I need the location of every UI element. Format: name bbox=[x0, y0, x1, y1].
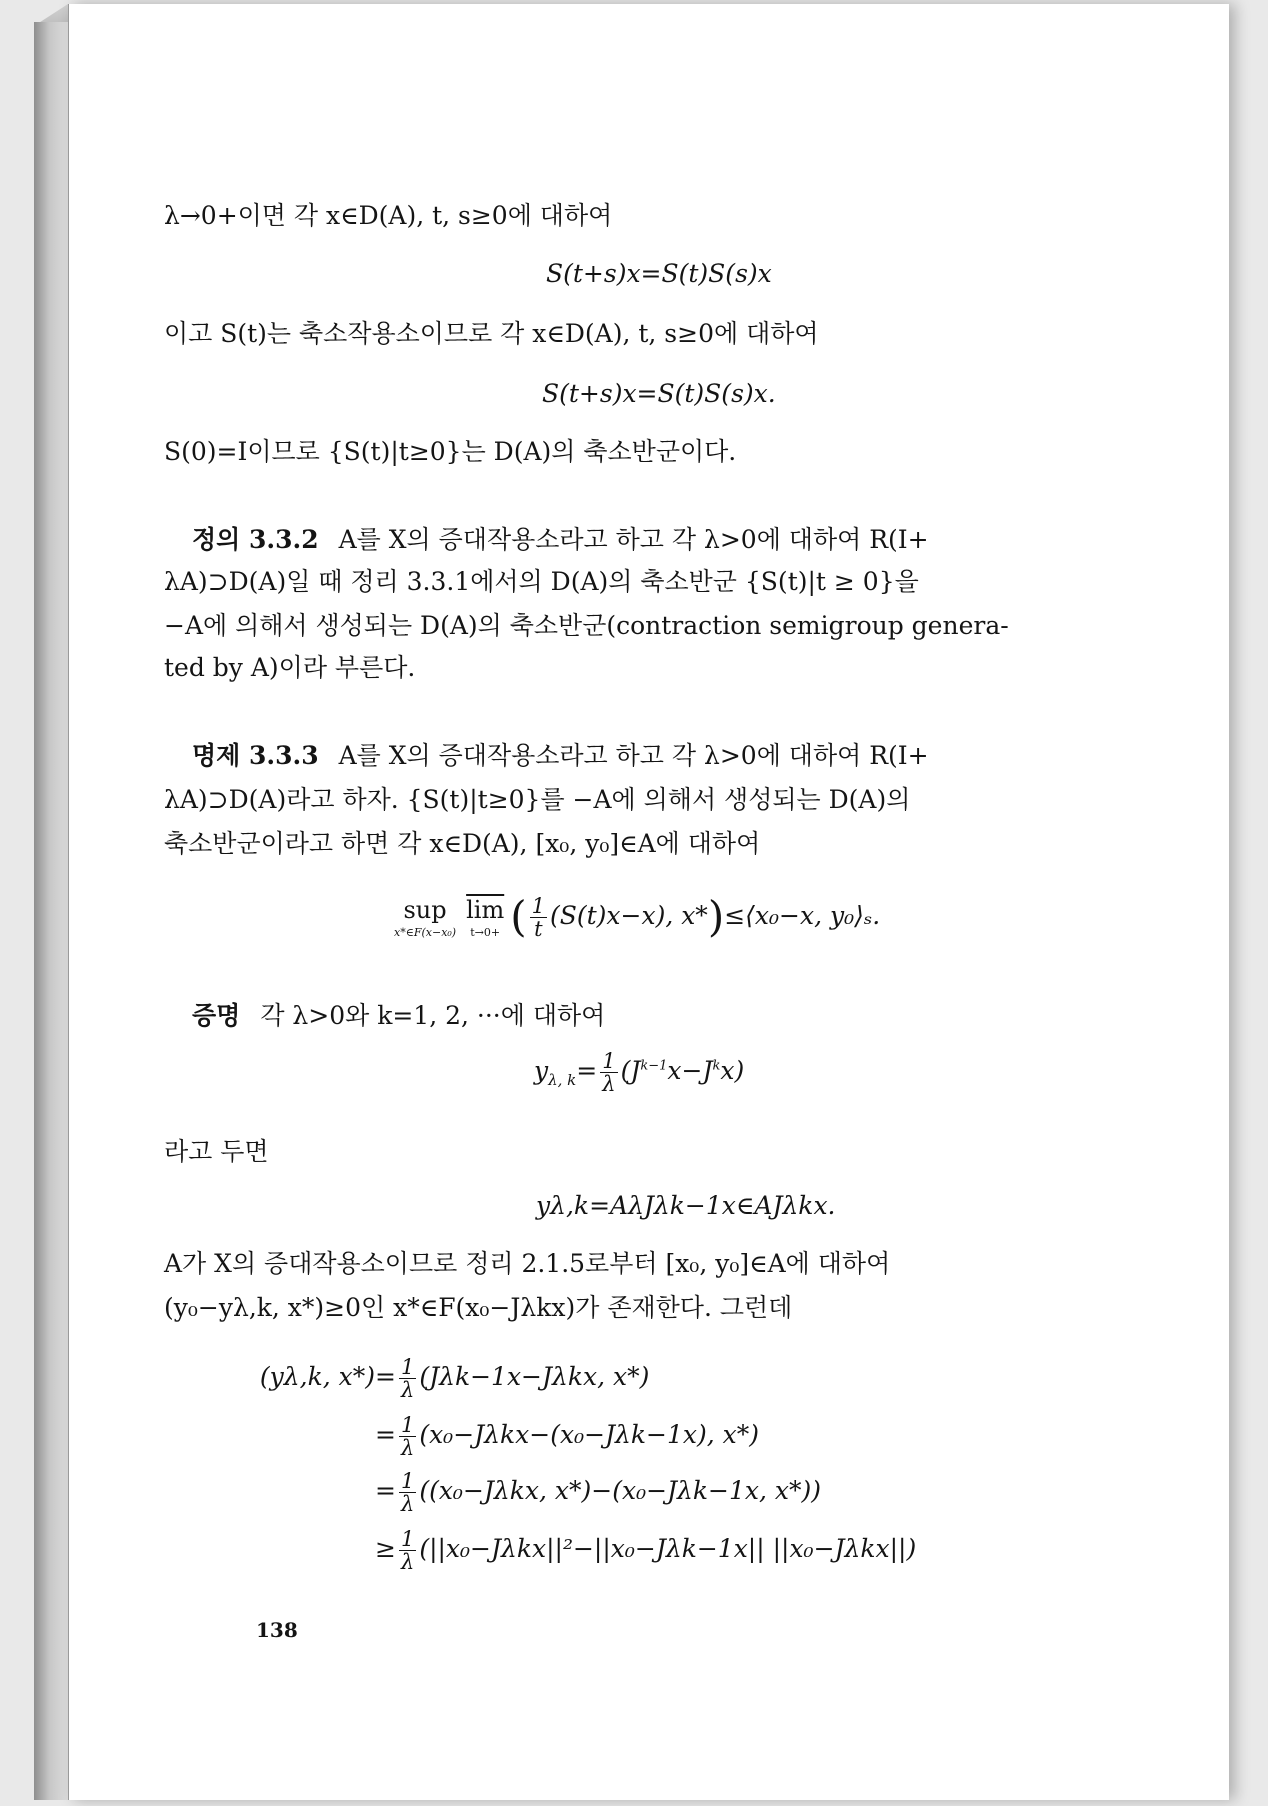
formula-rhs: ≤⟨x₀−x, y₀⟩ₛ. bbox=[724, 900, 881, 930]
fraction-1-over-t: $\frac{1}{t}$ bbox=[531, 893, 545, 941]
proposition-first-line bbox=[192, 740, 929, 773]
proposition-line-2: λA)⊃D(A)라고 하자. {S(t)|t≥0}를 −A에 의해서 생성되는 D(A)의 bbox=[164, 785, 911, 814]
proof-equation-2: yλ,k=AλJλk−1x∈AJλkx. bbox=[536, 1191, 836, 1220]
proposition-line-1: A를 X의 증대작용소라고 하고 각 λ>0에 대하여 R(I+ bbox=[338, 741, 929, 770]
definition-line-3: −A에 의해서 생성되는 D(A)의 축소반군(contraction semigroup genera- bbox=[164, 611, 1009, 640]
proof-equation-1: $y_{\lambda, k}=$ $\frac{1}{\lambda}$ $(J^{k-1}x-J^kx)$ bbox=[534, 1049, 745, 1097]
proposition-formula: sup x*∈F(x−x₀) $\overline{lim}$ t→0+ ( $\frac{1}{t}$ (S(t)x−x), x*)≤⟨x₀−x, y₀⟩ₛ. bbox=[394, 892, 881, 941]
definition-line-1: A를 X의 증대작용소라고 하고 각 λ>0에 대하여 R(I+ bbox=[338, 525, 929, 554]
definition-heading: 정의 3.3.2 bbox=[192, 525, 319, 554]
page-number: 138 bbox=[256, 1618, 298, 1642]
proof-first-line bbox=[192, 1000, 605, 1033]
limsup-operator: $\overline{lim}$ t→0+ bbox=[466, 895, 505, 939]
proof-line-1: 각 λ>0와 k=1, 2, ···에 대하여 bbox=[260, 1001, 606, 1030]
proof-line-3: A가 X의 증대작용소이므로 정리 2.1.5로부터 [x₀, y₀]∈A에 대하여 bbox=[164, 1249, 891, 1278]
equation-2: S(t+s)x=S(t)S(s)x. bbox=[542, 379, 776, 408]
definition-line-2: λA)⊃D(A)일 때 정리 3.3.1에서의 D(A)의 축소반군 {S(t)|t ≥ 0}을 bbox=[164, 567, 919, 596]
chain-line-2: = $\frac{1}{\lambda}$ (x₀−Jλkx−(x₀−Jλk−1x), x*) bbox=[375, 1413, 760, 1461]
chain-line-1: (yλ,k, x*)= $\frac{1}{\lambda}$ (Jλk−1x−Jλkx, x*) bbox=[259, 1355, 650, 1403]
proof-heading: 증명 bbox=[192, 1001, 241, 1030]
equation-1: S(t+s)x=S(t)S(s)x bbox=[546, 259, 772, 288]
definition-line-4: ted by A)이라 부른다. bbox=[164, 653, 416, 682]
definition-first-line bbox=[192, 524, 929, 557]
text-line-3: S(0)=I이므로 {S(t)|t≥0}는 D(A)의 축소반군이다. bbox=[164, 437, 737, 466]
text-line-2: 이고 S(t)는 축소작용소이므로 각 x∈D(A), t, s≥0에 대하여 bbox=[164, 319, 819, 348]
sup-operator: sup x*∈F(x−x₀) bbox=[394, 895, 457, 939]
proposition-heading: 명제 3.3.3 bbox=[192, 741, 319, 770]
book-spine bbox=[34, 22, 68, 1800]
chain-line-3: = $\frac{1}{\lambda}$ ((x₀−Jλkx, x*)−(x₀−Jλk−1x, x*)) bbox=[375, 1469, 822, 1517]
proof-line-4: (y₀−yλ,k, x*)≥0인 x*∈F(x₀−Jλkx)가 존재한다. 그런데 bbox=[164, 1293, 793, 1322]
formula-body: (S(t)x−x), x* bbox=[549, 900, 708, 930]
proposition-line-3: 축소반군이라고 하면 각 x∈D(A), [x₀, y₀]∈A에 대하여 bbox=[164, 829, 761, 858]
proof-line-2: 라고 두면 bbox=[164, 1137, 269, 1166]
chain-line-4: ≥ $\frac{1}{\lambda}$ (||x₀−Jλkx||²−||x₀−Jλk−1x|| ||x₀−Jλkx||) bbox=[375, 1527, 917, 1575]
text-line-1: λ→0+이면 각 x∈D(A), t, s≥0에 대하여 bbox=[164, 201, 613, 230]
